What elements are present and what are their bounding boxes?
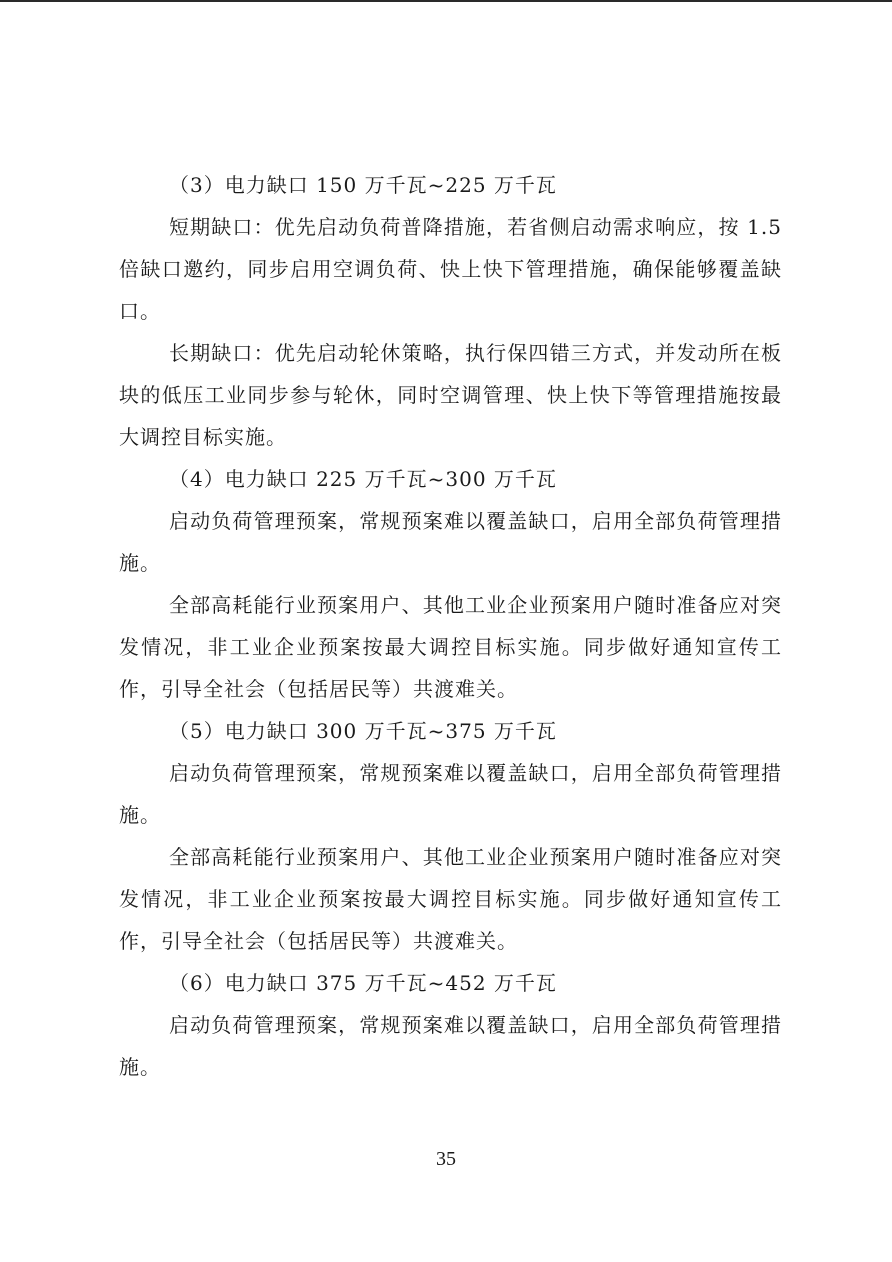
section-heading-3: （3）电力缺口 150 万千瓦~225 万千瓦: [169, 173, 557, 197]
load-management-paragraph-5: 启动负荷管理预案，常规预案难以覆盖缺口，启用全部负荷管理措施。: [119, 761, 782, 827]
high-energy-users-paragraph-5: 全部高耗能行业预案用户、其他工业企业预案用户随时准备应对突发情况，非工业企业预案按最大调控目标实施。同步做好通知宣传工作，引导全社会（包括居民等）共渡难关。: [119, 845, 782, 953]
document-body: [119, 164, 782, 1088]
load-management-paragraph-6: 启动负荷管理预案，常规预案难以覆盖缺口，启用全部负荷管理措施。: [119, 1013, 782, 1079]
section-heading-5: （5）电力缺口 300 万千瓦~375 万千瓦: [169, 719, 557, 743]
page-number: 35: [436, 1148, 456, 1170]
section-heading-4: （4）电力缺口 225 万千瓦~300 万千瓦: [169, 467, 557, 491]
short-term-gap-paragraph: 短期缺口：优先启动负荷普降措施，若省侧启动需求响应，按 1.5 倍缺口邀约，同步启用空调负荷、快上快下管理措施，确保能够覆盖缺口。: [119, 215, 782, 323]
section-heading-6: （6）电力缺口 375 万千瓦~452 万千瓦: [169, 971, 557, 995]
load-management-paragraph-4: 启动负荷管理预案，常规预案难以覆盖缺口，启用全部负荷管理措施。: [119, 509, 782, 575]
high-energy-users-paragraph-4: 全部高耗能行业预案用户、其他工业企业预案用户随时准备应对突发情况，非工业企业预案按最大调控目标实施。同步做好通知宣传工作，引导全社会（包括居民等）共渡难关。: [119, 593, 782, 701]
top-border-line: [0, 0, 892, 2]
long-term-gap-paragraph: 长期缺口：优先启动轮休策略，执行保四错三方式，并发动所在板块的低压工业同步参与轮休，同时空调管理、快上快下等管理措施按最大调控目标实施。: [119, 341, 782, 449]
